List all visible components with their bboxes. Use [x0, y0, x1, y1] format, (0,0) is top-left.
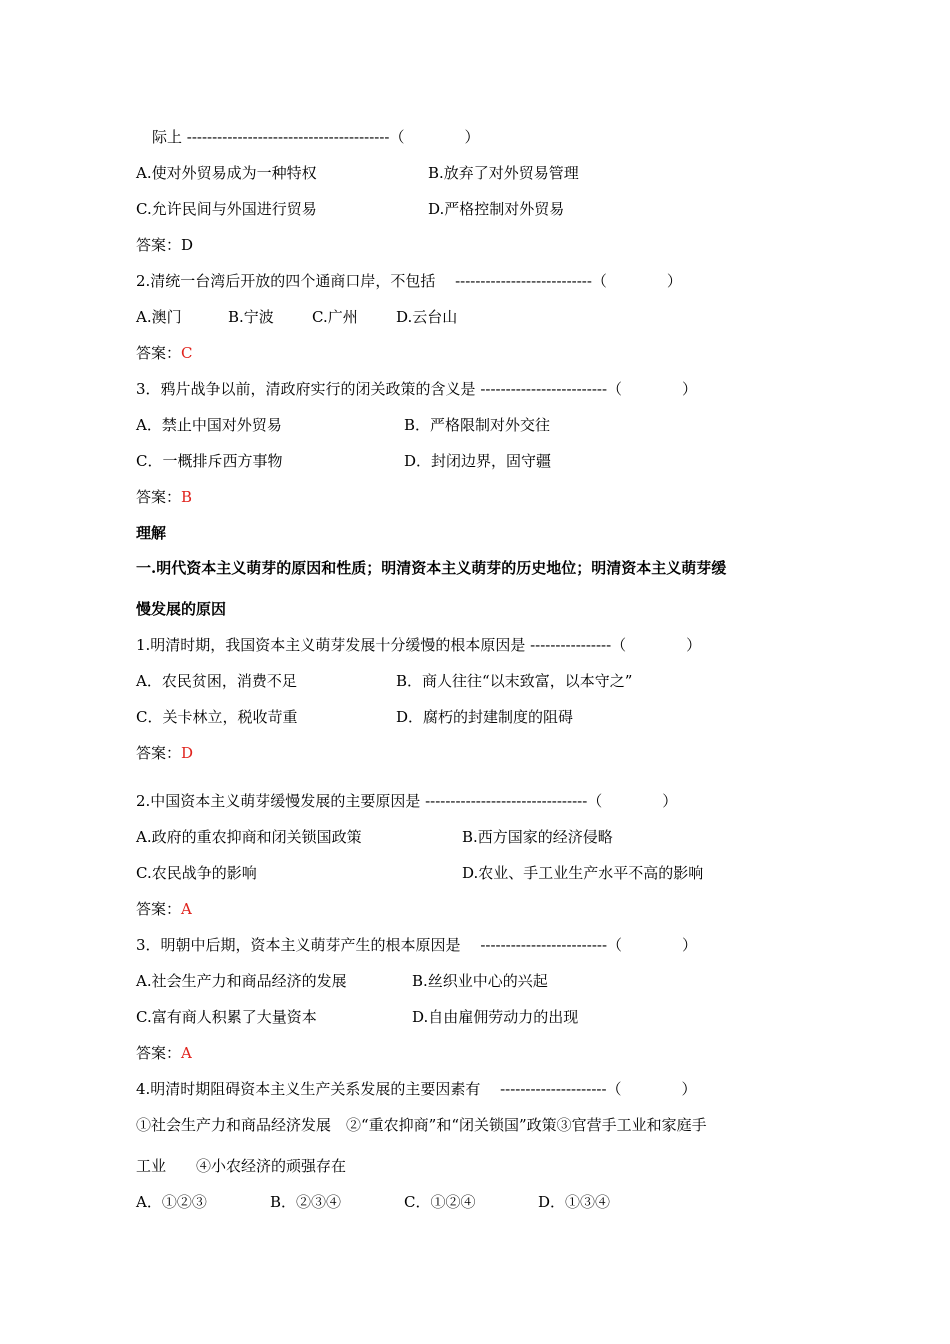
option-b: B．②③④: [270, 1193, 342, 1211]
statement-items-cont: 工业 ④小农经济的顽强存在: [136, 1157, 347, 1175]
answer-value: A: [181, 900, 192, 918]
answer-label: 答案：: [136, 1044, 182, 1062]
section-heading: 一.明代资本主义萌芽的原因和性质；明清资本主义萌芽的历史地位；明清资本主义萌芽缓: [136, 559, 727, 577]
option-c: C.富有商人积累了大量资本: [136, 1008, 317, 1026]
option-d: D.云台山: [396, 308, 458, 326]
question-2: 2.中国资本主义萌芽缓慢发展的主要原因是 --------------------------------（ ）: [136, 792, 678, 810]
section-heading-cont: 慢发展的原因: [136, 600, 227, 618]
question-3: 3．明朝中后期，资本主义萌芽产生的根本原因是 -------------------------（ ）: [136, 936, 698, 954]
statement-items: ①社会生产力和商品经济发展 ②“重农抑商”和“闭关锁国”政策③官营手工业和家庭手: [136, 1116, 707, 1134]
option-a: A.社会生产力和商品经济的发展: [136, 972, 347, 990]
answer-value: C: [181, 344, 193, 362]
option-b: B.丝织业中心的兴起: [412, 972, 548, 990]
option-b: B.宁波: [228, 308, 274, 326]
option-c: C.广州: [312, 308, 358, 326]
answer: [136, 342, 193, 364]
question-2: 2.清统一台湾后开放的四个通商口岸，不包括 ---------------------------（ ）: [136, 272, 682, 290]
option-d: D．腐朽的封建制度的阻碍: [396, 708, 574, 726]
option-c: C.允许民间与外国进行贸易: [136, 200, 317, 218]
answer-value: A: [181, 1044, 192, 1062]
option-a: A．禁止中国对外贸易: [136, 416, 282, 434]
option-d: D．封闭边界，固守疆: [404, 452, 552, 470]
option-d: D．①③④: [538, 1193, 611, 1211]
answer: [136, 234, 193, 256]
option-a: A.澳门: [136, 308, 182, 326]
answer-value: D: [181, 236, 194, 254]
option-a: A.政府的重农抑商和闭关锁国政策: [136, 828, 362, 846]
option-b: B.西方国家的经济侵略: [462, 828, 613, 846]
answer-label: 答案：: [136, 488, 182, 506]
option-b: B．严格限制对外交往: [404, 416, 551, 434]
answer: [136, 486, 192, 508]
question-continuation: 际上 ----------------------------------------（ ）: [152, 128, 480, 146]
option-c: C．一概排斥西方事物: [136, 452, 283, 470]
option-d: D.严格控制对外贸易: [428, 200, 565, 218]
option-d: D.农业、手工业生产水平不高的影响: [462, 864, 704, 882]
option-a: A.使对外贸易成为一种特权: [136, 164, 317, 182]
option-b: B.放弃了对外贸易管理: [428, 164, 579, 182]
answer-value: D: [181, 744, 194, 762]
answer: [136, 898, 192, 920]
answer-label: 答案：: [136, 900, 182, 918]
question-4: 4.明清时期阻碍资本主义生产关系发展的主要因素有 ---------------------（ ）: [136, 1080, 697, 1098]
question-1: 1.明清时期，我国资本主义萌芽发展十分缓慢的根本原因是 ----------------（ ）: [136, 636, 702, 654]
section-title: 理解: [136, 524, 167, 542]
answer-label: 答案：: [136, 744, 182, 762]
option-a: A．①②③: [136, 1193, 207, 1211]
option-b: B．商人往往“以末致富，以本守之”: [396, 672, 633, 690]
option-d: D.自由雇佣劳动力的出现: [412, 1008, 579, 1026]
answer: [136, 742, 193, 764]
option-c: C．关卡林立，税收苛重: [136, 708, 298, 726]
question-3: 3．鸦片战争以前，清政府实行的闭关政策的含义是 -------------------------（ ）: [136, 380, 698, 398]
answer: [136, 1042, 192, 1064]
answer-label: 答案：: [136, 236, 182, 254]
option-c: C.农民战争的影响: [136, 864, 257, 882]
option-c: C．①②④: [404, 1193, 476, 1211]
answer-value: B: [181, 488, 193, 506]
option-a: A．农民贫困，消费不足: [136, 672, 297, 690]
answer-label: 答案：: [136, 344, 182, 362]
